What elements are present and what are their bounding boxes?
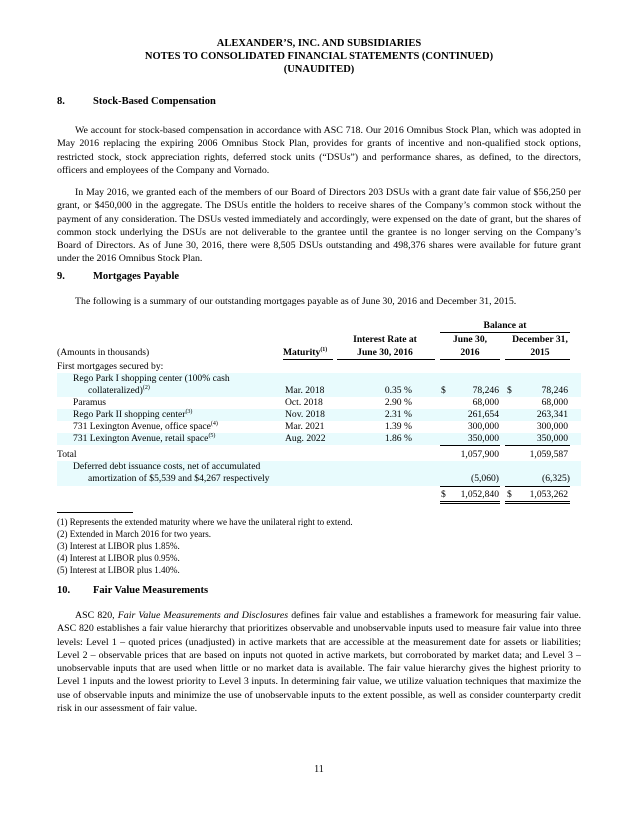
- currency-sign: $: [507, 489, 512, 500]
- row-maturity: Oct. 2018: [285, 397, 323, 408]
- section-title: Stock-Based Compensation: [93, 96, 216, 107]
- row-name: [73, 397, 106, 409]
- section-title: Fair Value Measurements: [93, 585, 209, 596]
- dec-header-line-2: 2015: [530, 347, 550, 358]
- row-name-text: Paramus: [73, 397, 107, 408]
- row-june: 78,246: [472, 385, 499, 396]
- row-maturity: Mar. 2018: [285, 385, 325, 396]
- section-9-heading: [57, 271, 179, 282]
- currency-sign: $: [441, 489, 446, 500]
- row-dec: 263,341: [536, 409, 568, 420]
- row-rate: 1.39 %: [384, 421, 412, 432]
- june-header-line-1: June 30,: [452, 334, 488, 345]
- section-number: 10.: [57, 585, 71, 596]
- row-dec: 68,000: [541, 397, 568, 408]
- amounts-in-thousands: (Amounts in thousands): [57, 347, 150, 358]
- row-name-line-2: [88, 385, 150, 397]
- subtotal-rule: [505, 445, 570, 446]
- double-rule: [505, 503, 570, 504]
- balance-at-header: Balance at: [483, 320, 527, 331]
- row-maturity: Aug. 2022: [285, 433, 326, 444]
- maturity-header: [283, 347, 327, 359]
- page-number: 11: [314, 764, 324, 775]
- text-run: defines fair value and establishes a framework for measuring fair value. ASC 820 establishes a fair value hierarchy that prioritizes observable and unobservable inputs used to measure fair value into three levels: Level 1 – quoted prices (unadjusted) in active markets that are accessible at the measurement date for assets or liabilities; Level 2 – observable prices that are based on inputs not quoted in active markets, but corroborated by market data; and Level 3 – unobservable inputs that are used when little or no market data is available. The fair value hierarchy gives the highest priority to Level 1 inputs and the lowest priority to Level 3 inputs. In determining fair value, we utilize valuation techniques that maximize the use of observable inputs and minimize the use of unobservable inputs to the extent possible, as well as consider counterparty credit risk in our assessment of fair value.: [57, 610, 582, 715]
- row-maturity: Nov. 2018: [285, 409, 325, 420]
- header-rule: [283, 359, 333, 360]
- deferred-dec: (6,325): [542, 473, 570, 484]
- deferred-label-line-1: Deferred debt issuance costs, net of accumulated: [73, 461, 261, 472]
- total-june: 1,057,900: [460, 449, 499, 460]
- footnote-separator: [57, 512, 133, 513]
- total-label: Total: [57, 449, 77, 460]
- footnote-ref: (1): [320, 346, 328, 353]
- paragraph-text: In May 2016, we granted each of the members of our Board of Directors 203 DSUs with a grant date fair value of $56,250 per grant, or $450,000 in the aggregate. The DSUs entitle the holders to receive shares of the Company’s common stock without the payment of any consideration. The DSUs vested immediately and accordingly, were expensed on the date of grant, but the shares of common stock underlying the DSUs are not deliverable to the grantee until the grantee is no longer serving on the Company’s Board of Directors. As of June 30, 2016, there were 8,505 DSUs outstanding and 498,376 shares were available for future grant under the 2016 Omnibus Stock Plan.: [57, 187, 581, 265]
- paragraph-text: [57, 609, 581, 715]
- double-rule: [440, 501, 500, 502]
- row-dec: 78,246: [541, 385, 568, 396]
- june-header-line-2: 2016: [460, 347, 480, 358]
- section-8-heading: [57, 96, 216, 107]
- footnote-1: (1) Represents the extended maturity where we have the unilateral right to extend.: [57, 517, 353, 527]
- row-name: collateralized): [88, 385, 143, 396]
- header-rule: [337, 359, 435, 360]
- row-name-line-1: Rego Park I shopping center (100% cash: [73, 373, 230, 384]
- dec-header-line-1: December 31,: [512, 334, 568, 345]
- row-rate: 2.90 %: [384, 397, 412, 408]
- section-10-paragraph: [57, 609, 581, 715]
- rate-header-line-2: June 30, 2016: [357, 347, 413, 358]
- text-run: ASC 820,: [75, 610, 118, 621]
- maturity-label: Maturity: [283, 347, 321, 358]
- section-number: 8.: [57, 96, 65, 107]
- row-june: 350,000: [467, 433, 499, 444]
- company-name: ALEXANDER’S, INC. AND SUBSIDIARIES: [216, 38, 422, 49]
- net-rule: [440, 486, 500, 487]
- section-title: Mortgages Payable: [93, 271, 180, 282]
- section-8-paragraph-2: [57, 186, 581, 266]
- row-june: 261,654: [467, 409, 499, 420]
- notes-title: NOTES TO CONSOLIDATED FINANCIAL STATEMENTS (CONTINUED): [144, 51, 494, 62]
- footnote-3: (3) Interest at LIBOR plus 1.85%.: [57, 541, 180, 551]
- footnote-ref: (3): [185, 408, 193, 415]
- row-name-text: 731 Lexington Avenue, office space: [73, 421, 211, 432]
- row-name: [73, 433, 215, 445]
- row-rate: 1.86 %: [384, 433, 412, 444]
- first-mortgages-label: First mortgages secured by:: [57, 361, 164, 372]
- footnote-4: (4) Interest at LIBOR plus 0.95%.: [57, 553, 180, 563]
- section-8-paragraph-1: [57, 124, 581, 177]
- footnote-2: (2) Extended in March 2016 for two years.: [57, 529, 211, 539]
- section-10-heading: [57, 585, 208, 596]
- header-rule: [505, 359, 570, 360]
- total-dec: 1,059,587: [529, 449, 568, 460]
- footnote-ref: (5): [208, 432, 216, 439]
- row-dec: 300,000: [536, 421, 568, 432]
- row-name-text: 731 Lexington Avenue, retail space: [73, 433, 209, 444]
- deferred-label-line-2: amortization of $5,539 and $4,267 respectively: [88, 473, 270, 484]
- double-rule: [505, 501, 570, 502]
- standard-title: Fair Value Measurements and Disclosures: [117, 610, 289, 621]
- currency-sign: $: [441, 385, 446, 396]
- net-rule: [505, 486, 570, 487]
- row-june: 300,000: [467, 421, 499, 432]
- currency-sign: $: [507, 385, 512, 396]
- double-rule: [440, 503, 500, 504]
- footnote-ref: (4): [210, 420, 218, 427]
- deferred-june: (5,060): [471, 473, 499, 484]
- rate-header-line-1: Interest Rate at: [353, 334, 417, 345]
- row-rate: 0.35 %: [384, 385, 412, 396]
- row-name: [73, 409, 192, 421]
- net-dec: 1,053,262: [529, 489, 568, 500]
- footnote-ref: (2): [142, 384, 150, 391]
- row-dec: 350,000: [536, 433, 568, 444]
- row-name: [73, 421, 218, 433]
- header-rule: [440, 359, 500, 360]
- net-june: 1,052,840: [460, 489, 499, 500]
- paragraph-text: The following is a summary of our outstanding mortgages payable as of June 30, 2016 and December 31, 2015.: [75, 296, 517, 307]
- subtotal-rule: [440, 445, 500, 446]
- section-9-intro: [57, 295, 581, 308]
- section-number: 9.: [57, 271, 65, 282]
- row-name-text: Rego Park II shopping center: [73, 409, 186, 420]
- row-maturity: Mar. 2021: [285, 421, 325, 432]
- balance-at-rule: [440, 332, 570, 333]
- row-june: 68,000: [472, 397, 499, 408]
- unaudited-label: (UNAUDITED): [283, 64, 355, 75]
- row-rate: 2.31 %: [384, 409, 412, 420]
- footnote-5: (5) Interest at LIBOR plus 1.40%.: [57, 565, 180, 575]
- paragraph-text: We account for stock-based compensation in accordance with ASC 718. Our 2016 Omnibus Stock Plan, which was adopted in May 2016 replacing the expiring 2006 Omnibus Stock Plan, provides for grants of incentive and non-qualified stock options, restricted stock, stock appreciation rights, deferred stock units (“DSUs”) and performance shares, as defined, to the directors, officers and employees of the Company and Vornado.: [57, 125, 581, 176]
